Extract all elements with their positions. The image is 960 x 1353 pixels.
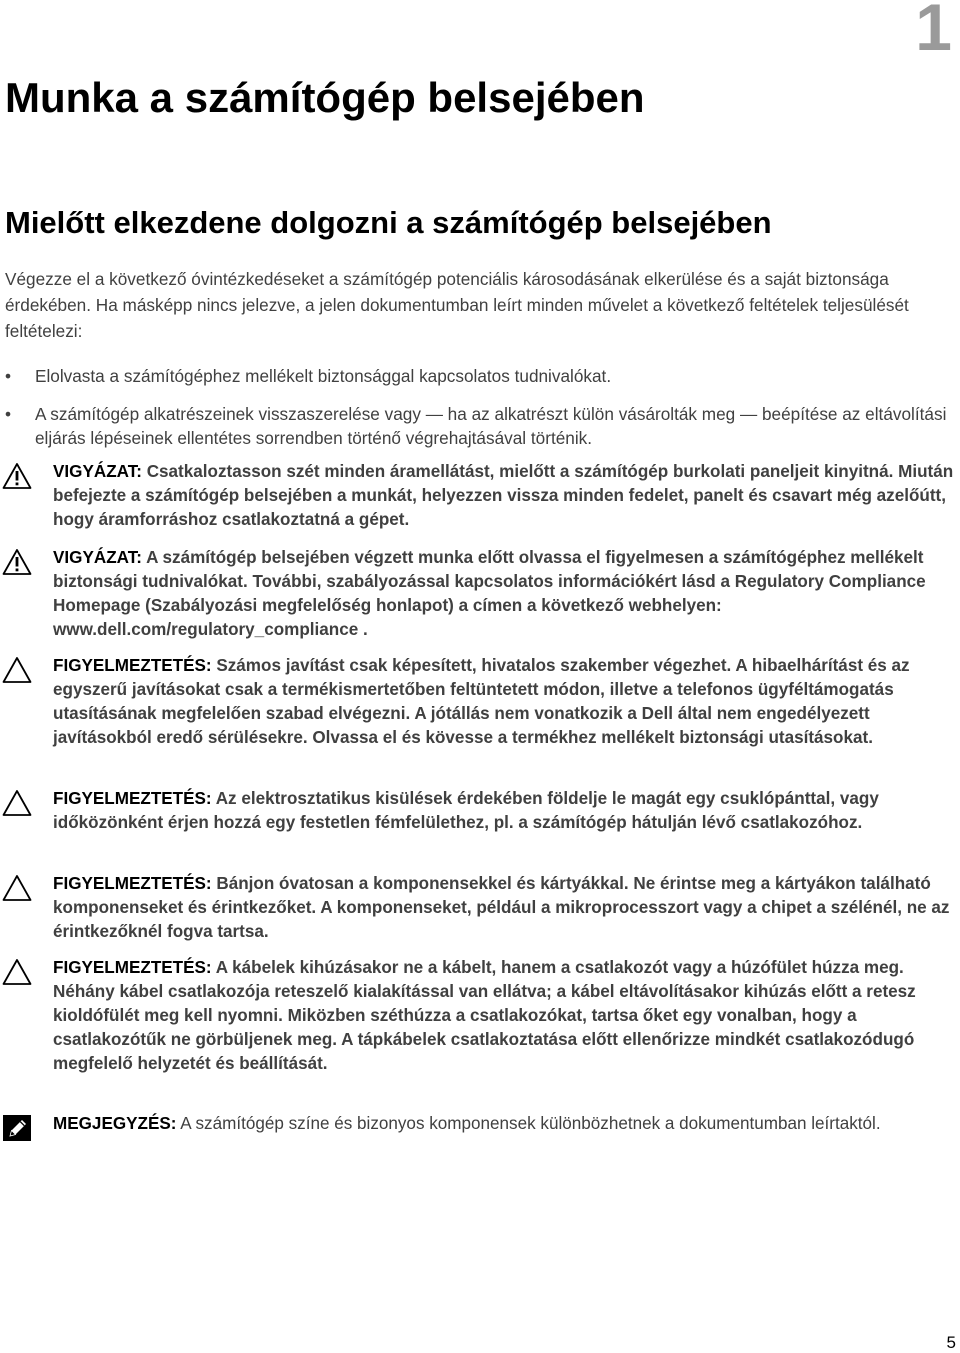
notice-label: VIGYÁZAT: [53, 462, 142, 481]
notice-body [53, 654, 958, 750]
warning-triangle-icon [2, 462, 32, 490]
caution-triangle-icon [2, 874, 32, 902]
notice-label: FIGYELMEZTETÉS: [53, 789, 212, 808]
notice-text: Csatkaloztasson szét minden áramellátást, mielőtt a számítógép burkolati paneljeit kinyitná. Miután befejezte a számítógép belsejében a munkát, helyezzen vissza minden fedelet, panelt és csavart még azelőútt, hogy áramforráshoz csatlakoztatná a gépet. [53, 462, 954, 529]
notice-text: A számítógép színe és bizonyos komponensek különbözhetnek a dokumentumban leírtaktól. [176, 1114, 881, 1133]
note-pencil-icon [2, 1114, 32, 1142]
page-number: 5 [946, 1333, 956, 1352]
notice-label: VIGYÁZAT: [53, 548, 142, 567]
caution-notice [0, 460, 960, 532]
notice-body [53, 1112, 958, 1136]
notice-text: A kábelek kihúzásakor ne a kábelt, hanem a csatlakozót vagy a húzófület húzza meg. Néhány kábel csatlakozója reteszelő kialakítással van ellátva; a kábel eltávolításakor kihúzás előtt a retesz kioldófülét meg kell nyomni. Miközben széthúzza a csatlakozókat, tartsa őket egy vonalban, hogy a csatlakozótűk ne görbüljenek meg. A tápkábelek csatlakoztatása előtt ellenőrizze mindkét csatlakozódugó megfelelő helyzetét és beállítását. [53, 958, 916, 1073]
notice-text: Bánjon óvatosan a komponensekkel és kártyákkal. Ne érintse meg a kártyákon található komponenseket és érintkezőket. A komponenseket, például a mikroprocesszort vagy a chipet a szélénél, ne az érintkezőknél fogva tartsa. [53, 874, 950, 941]
notice-body [53, 872, 958, 944]
bullet-icon: • [5, 366, 12, 386]
warning-notice [0, 654, 960, 750]
notice-body [53, 787, 958, 835]
caution-triangle-icon [2, 958, 32, 986]
notice-label: FIGYELMEZTETÉS: [53, 874, 212, 893]
notice-label: FIGYELMEZTETÉS: [53, 656, 212, 675]
caution-triangle-icon [2, 656, 32, 684]
list-item [5, 402, 955, 450]
warning-notice [0, 956, 960, 1076]
warning-notice [0, 787, 960, 835]
notice-body [53, 956, 958, 1076]
notice-label: MEGJEGYZÉS: [53, 1114, 177, 1133]
warning-notice [0, 872, 960, 944]
notice-body [53, 460, 958, 532]
notice-body [53, 546, 958, 642]
notice-label: FIGYELMEZTETÉS: [53, 958, 212, 977]
precondition-list [5, 364, 955, 464]
notice-text: Számos javítást csak képesített, hivatalos szakember végezhet. A hibaelhárítást és az egyszerű javításokat csak a termékismertetőben feltüntetett módon, illetve a telefonos ügyféltámogatás utasításának megfelelően szabad elvégezni. A jótállás nem vonatkozik a Dell által nem engedélyezett javításokból eredő sérülésekre. Olvassa el és kövesse a termékhez mellékelt biztonsági utasításokat. [53, 656, 910, 747]
chapter-title: Munka a számítógép belsejében [5, 74, 645, 121]
caution-triangle-icon [2, 789, 32, 817]
caution-notice [0, 546, 960, 642]
list-item-text: Elolvasta a számítógéphez mellékelt biztonsággal kapcsolatos tudnivalókat. [35, 366, 612, 386]
notice-text: A számítógép belsejében végzett munka előtt olvassa el figyelmesen a számítógéphez mellékelt biztonsági tudnivalókat. További, szabályozással kapcsolatos információkért lásd a Regulatory Compliance Homepage (Szabályozási megfelelőség honlapot) a címen a következő webhelyen: www.dell.com/regulatory_compliance . [53, 548, 926, 639]
list-item-text: A számítógép alkatrészeinek visszaszerelése vagy — ha az alkatrészt külön vásárolták meg — beépítése az eltávolítási eljárás lépéseinek ellentétes sorrendben történő végrehajtásával történik. [35, 404, 947, 448]
warning-triangle-icon [2, 548, 32, 576]
note-notice [0, 1112, 960, 1136]
list-item [5, 364, 955, 388]
bullet-icon: • [5, 404, 12, 424]
chapter-number: 1 [915, 0, 952, 64]
notice-text: Az elektrosztatikus kisülések érdekében földelje le magát egy csuklópánttal, vagy időközönként érjen hozzá egy festetlen fémfelülethez, pl. a számítógép hátulján lévő csatlakozóhoz. [53, 789, 879, 832]
intro-paragraph: Végezze el a következő óvintézkedéseket a számítógép potenciális károsodásának elkerülése és a saját biztonsága érdekében. Ha másképp nincs jelezve, a jelen dokumentumban leírt minden művelet a következő feltételek teljesülését feltételezi: [5, 269, 909, 341]
section-title: Mielőtt elkezdene dolgozni a számítógép belsejében [5, 205, 772, 240]
